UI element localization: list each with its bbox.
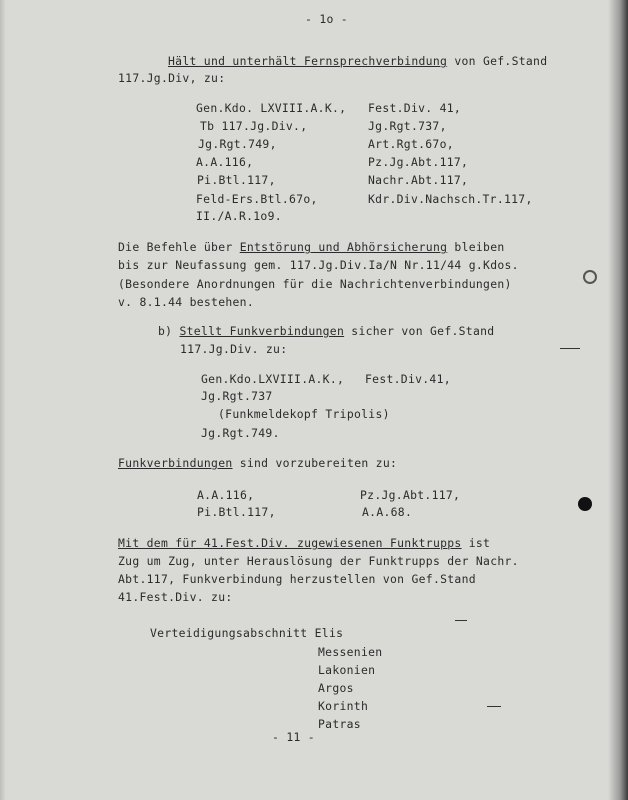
prepare-item: Pi.Btl.117, (197, 505, 276, 519)
phone-right-item: Art.Rgt.67o, (368, 137, 454, 151)
phone-right-item: Kdr.Div.Nachsch.Tr.117, (368, 192, 533, 206)
orders-line-3: (Besondere Anordnungen für die Nachrichtenverbindungen) (118, 277, 512, 291)
phone-left-item: Jg.Rgt.749, (198, 137, 277, 151)
with-text: ist (461, 536, 491, 550)
with-line-4: 41.Fest.Div. zu: (118, 590, 233, 604)
sector-item: Messenien (318, 645, 383, 659)
sector-item: Lakonien (318, 663, 376, 677)
page-left-edge (0, 0, 6, 800)
intro-line-2: 117.Jg.Div, zu: (118, 71, 226, 85)
radio-item: Gen.Kdo.LXVIII.A.K., (201, 372, 345, 386)
sector-label: Verteidigungsabschnitt Elis (150, 626, 344, 640)
prepare-item: A.A.116, (197, 488, 255, 502)
binder-hole-top (583, 270, 597, 284)
page-number-bottom: - 11 - (272, 730, 315, 744)
with-line-1 (118, 538, 490, 549)
section-b-line-1 (158, 326, 494, 337)
prepare-rest: sind vorzubereiten zu: (232, 456, 398, 470)
radio-item: Jg.Rgt.749. (201, 426, 280, 440)
intro-rest: von Gef.Stand (447, 54, 548, 68)
with-line-3: Abt.117, Funkverbindung herzustellen von Gef.Stand (118, 572, 476, 586)
page-right-edge (608, 0, 628, 800)
page-number-top: - 1o - (305, 12, 348, 26)
sector-item: Patras (318, 717, 361, 731)
phone-right-item: Jg.Rgt.737, (368, 119, 447, 133)
orders-line-4: v. 8.1.44 bestehen. (118, 295, 254, 309)
prepare-line (118, 458, 397, 469)
phone-left-item: A.A.116, (196, 155, 254, 169)
scratch-mark (455, 620, 467, 621)
phone-left-item: II./A.R.1o9. (196, 209, 282, 223)
radio-item: Fest.Div.41, (365, 372, 451, 386)
prepare-item: Pz.Jg.Abt.117, (360, 488, 461, 502)
orders-line-2: bis zur Neufassung gem. 117.Jg.Div.Ia/N Nr.11/44 g.Kdos. (118, 258, 519, 272)
section-b-underlined: Stellt Funkverbindungen (179, 324, 345, 338)
phone-left-item: Pi.Btl.117, (197, 173, 276, 187)
phone-left-item: Tb 117.Jg.Div., (200, 119, 308, 133)
with-line-2: Zug um Zug, unter Herauslösung der Funktrupps der Nachr. (118, 554, 519, 568)
sector-item: Korinth (318, 699, 369, 713)
section-b-rest: sicher von Gef.Stand (344, 324, 495, 338)
intro-underlined: Hält und unterhält Fernsprechverbindung (168, 54, 448, 68)
sector-item: Argos (318, 681, 354, 695)
phone-right-item: Fest.Div. 41, (368, 101, 462, 115)
orders-underlined: Entstörung und Abhörsicherung (239, 240, 448, 254)
phone-left-item: Feld-Ers.Btl.67o, (196, 192, 318, 206)
radio-item: Jg.Rgt.737 (201, 389, 273, 403)
intro-line-1 (168, 56, 547, 67)
phone-left-item: Gen.Kdo. LXVIII.A.K., (196, 101, 347, 115)
phone-right-item: Nachr.Abt.117, (368, 173, 469, 187)
orders-text: Die Befehle über (118, 240, 240, 254)
with-underlined: Mit dem für 41.Fest.Div. zugewiesenen Funktrupps (118, 536, 462, 550)
orders-line-1 (118, 242, 505, 253)
orders-text: bleiben (447, 240, 505, 254)
section-b-prefix: b) (158, 324, 180, 338)
scratch-mark (560, 348, 580, 349)
binder-hole-bottom (578, 497, 592, 511)
scratch-mark (487, 706, 501, 707)
prepare-item: A.A.68. (362, 505, 413, 519)
prepare-underlined: Funkverbindungen (118, 456, 233, 470)
phone-right-item: Pz.Jg.Abt.117, (368, 155, 469, 169)
radio-item: (Funkmeldekopf Tripolis) (218, 407, 390, 421)
section-b-line-2: 117.Jg.Div. zu: (180, 342, 288, 356)
